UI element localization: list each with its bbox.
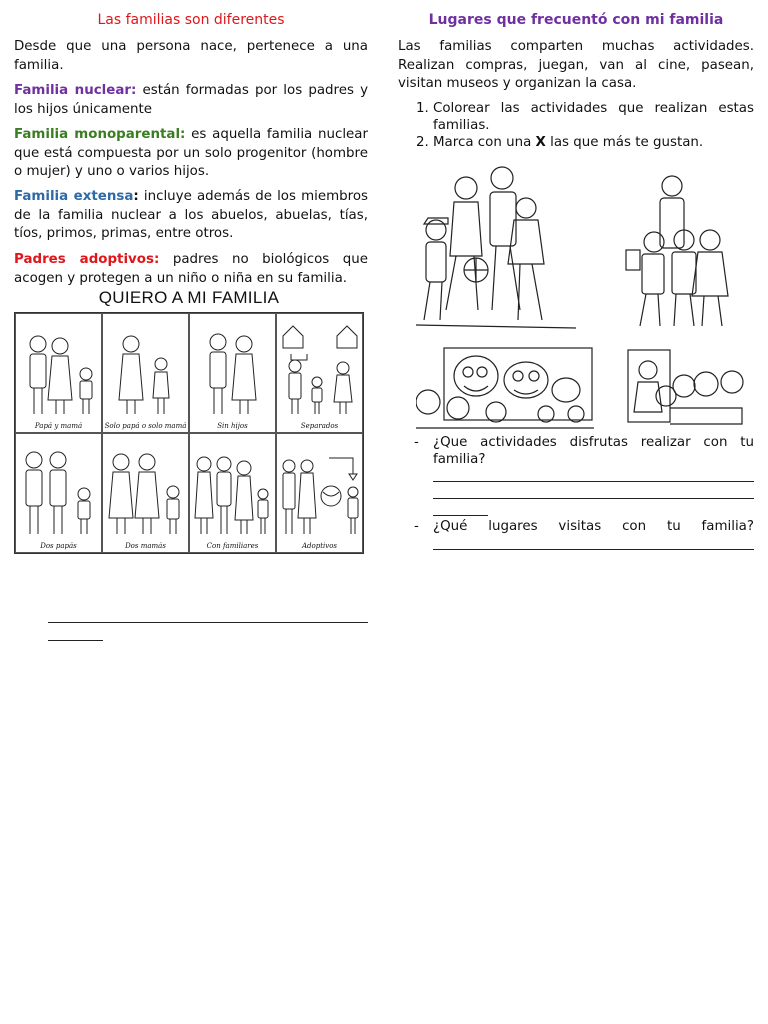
poster-caption: Dos mamás: [125, 542, 166, 550]
poster-cell-solo: [102, 313, 189, 433]
poster-cell-papa-y-mama: [15, 313, 102, 433]
family-illustration: [16, 434, 102, 554]
definition-monoparental: [14, 126, 368, 182]
poster-caption: Solo papá o solo mamá: [104, 422, 187, 430]
answer-line-end[interactable]: [48, 640, 103, 641]
question-dash: -: [414, 435, 419, 450]
question-text: ¿Que actividades disfrutas realizar con tu familia?: [433, 435, 754, 467]
instruction-list: [398, 100, 754, 151]
term-nuclear: Familia nuclear:: [14, 83, 137, 98]
poster-grid: [14, 312, 364, 554]
poster-cell-con-familiares: [189, 433, 276, 553]
family-museum-illustration[interactable]: [626, 348, 746, 428]
right-title: Lugares que frecuentó con mi familia: [428, 12, 724, 28]
left-title: Las familias son diferentes: [97, 12, 285, 28]
definition-nuclear-text: están formadas por los padres y los hijos únicamente: [14, 83, 368, 117]
family-cinema-illustration[interactable]: [416, 346, 596, 436]
poster-caption: Dos papás: [40, 542, 77, 550]
instruction-item: 1. Colorear las actividades que realizan estas familias.: [433, 100, 754, 134]
answer-line[interactable]: [433, 481, 754, 482]
family-illustration: [277, 314, 363, 434]
family-illustration: [103, 314, 189, 434]
family-illustration: [103, 434, 189, 554]
answer-line-end[interactable]: [433, 515, 488, 516]
poster-cell-dos-papas: [15, 433, 102, 553]
family-playing-illustration[interactable]: [416, 160, 596, 335]
poster-caption: Adoptivos: [301, 542, 338, 550]
x-mark: X: [535, 135, 546, 150]
definition-adoptivos-text: padres no biológicos que acogen y protegen a un niño o niña en su familia.: [14, 252, 369, 286]
definition-nuclear: [14, 82, 368, 119]
definition-monoparental-text: es aquella familia nuclear que está compuesta por un solo progenitor (hombre o mujer) y uno o varios hijos.: [14, 127, 369, 179]
instruction-text: las que más te gustan.: [545, 135, 704, 150]
poster-cell-sin-hijos: [189, 313, 276, 433]
term-extensa: Familia extensa: [14, 189, 134, 204]
poster-cell-adoptivos: [276, 433, 363, 553]
question-1: [398, 434, 754, 468]
instruction-item: [433, 134, 754, 151]
poster-caption: Separados: [300, 422, 339, 430]
poster-title: QUIERO A MI FAMILIA: [98, 288, 280, 307]
term-extensa-colon: :: [133, 189, 139, 204]
poster-cell-dos-mamas: [102, 433, 189, 553]
question-text: ¿Qué lugares visitas con tu familia?: [433, 519, 754, 534]
instruction-text: Marca con una: [433, 135, 536, 150]
term-monoparental: Familia monoparental:: [14, 127, 186, 142]
term-adoptivos: Padres adoptivos:: [14, 252, 160, 267]
answer-line[interactable]: [433, 498, 754, 499]
family-illustration: [190, 434, 276, 554]
activities-intro: Las familias comparten muchas actividades. Realizan compras, juegan, van al cine, pasean, visitan museos y organizan la casa.: [398, 39, 754, 91]
family-illustration: [277, 434, 363, 554]
poster-caption: Con familiares: [206, 542, 259, 550]
definition-extensa-text: incluye además de los miembros de la familia nuclear a los abuelos, abuelas, tías, tíos, primos, primas, entre otros.: [14, 189, 368, 241]
question-2: [398, 518, 754, 535]
poster-cell-separados: [276, 313, 363, 433]
poster-caption: Sin hijos: [217, 422, 248, 430]
question-dash: -: [414, 519, 419, 534]
family-shopping-illustration[interactable]: [624, 170, 744, 330]
answer-line[interactable]: [433, 549, 754, 550]
definition-adoptivos: [14, 251, 368, 288]
answer-line[interactable]: [48, 622, 368, 623]
family-types-poster: [14, 288, 364, 554]
family-illustration: [190, 314, 276, 434]
intro-paragraph: Desde que una persona nace, pertenece a una familia.: [14, 39, 368, 73]
definition-extensa: [14, 188, 368, 244]
poster-caption: Papá y mamá: [34, 422, 83, 430]
family-illustration: [16, 314, 102, 434]
